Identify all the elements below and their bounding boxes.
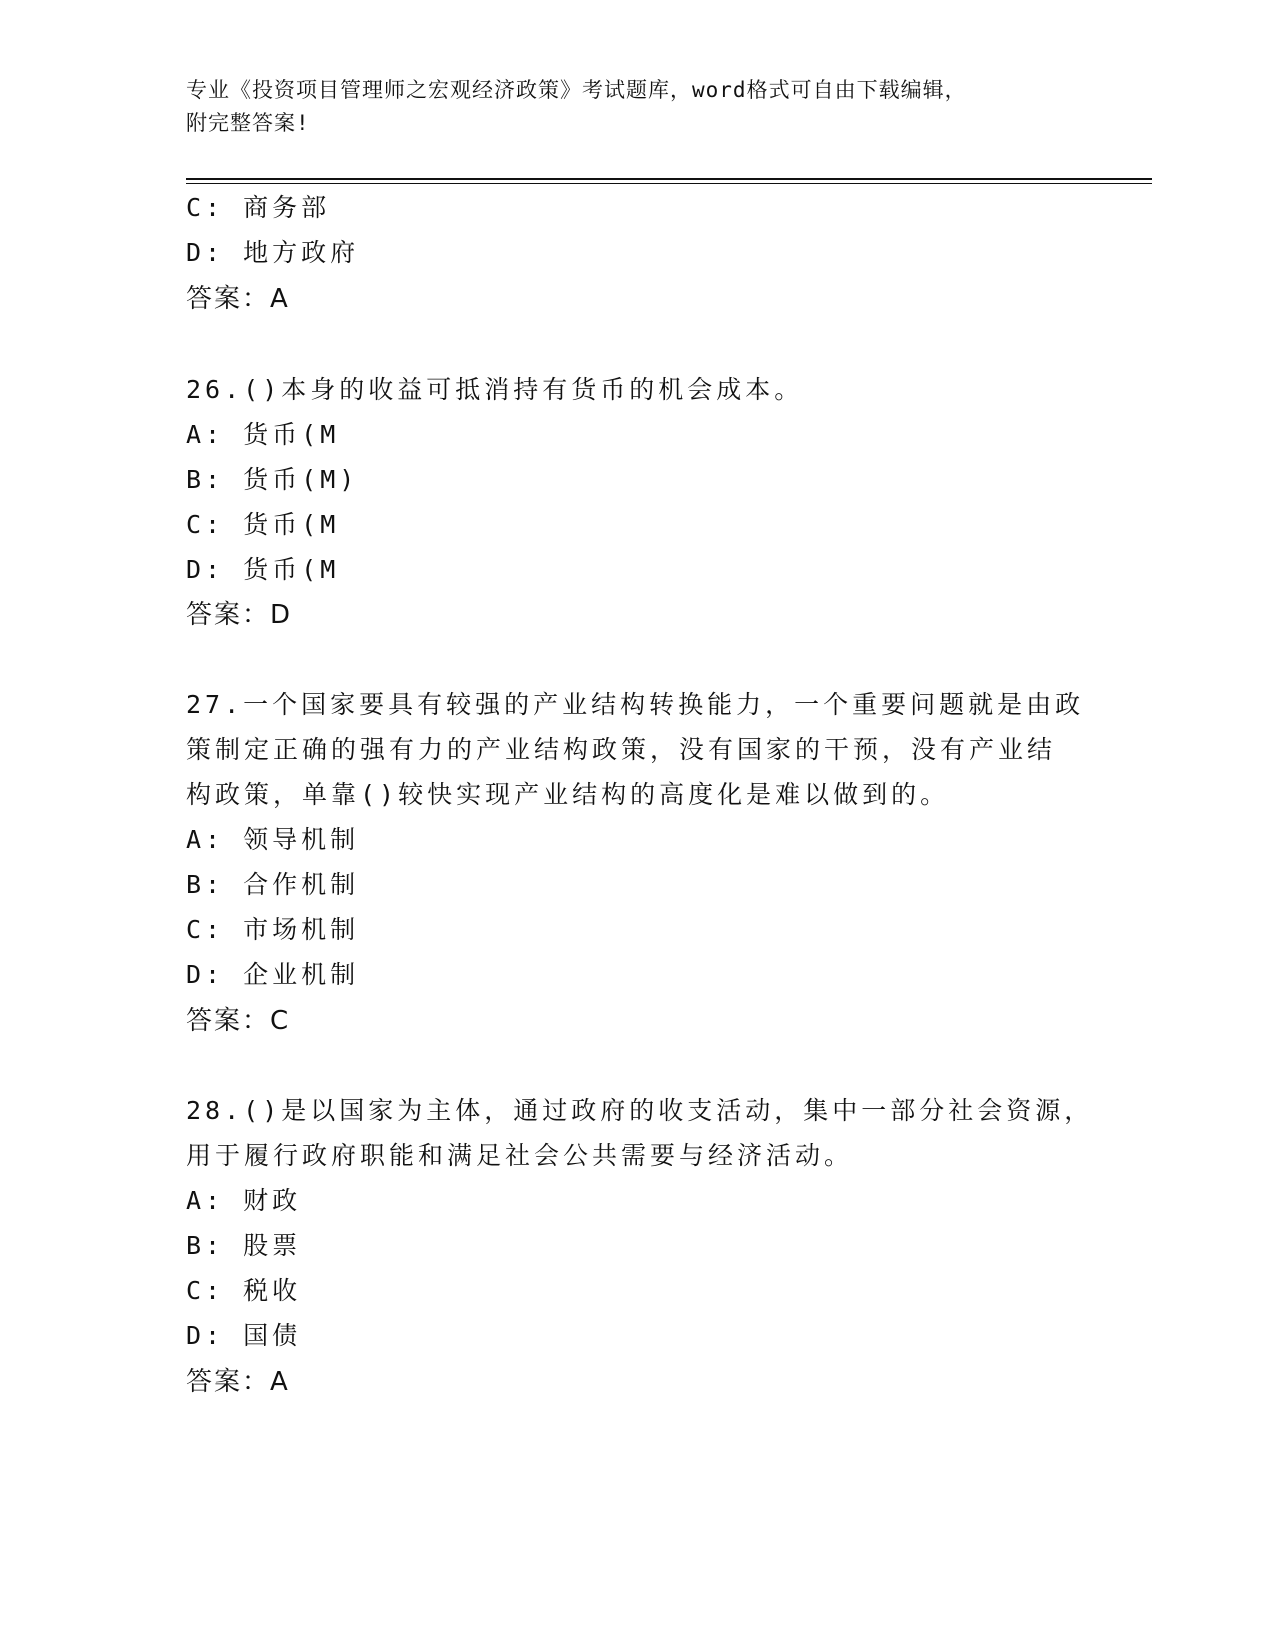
q26-option-a: A: 货币(M [186,420,340,449]
q25-option-d: D: 地方政府 [186,238,360,267]
header-rule-thin [186,183,1152,184]
q27-option-a: A: 领导机制 [186,825,360,854]
q27-stem-line-1: 27.一个国家要具有较强的产业结构转换能力，一个重要问题就是由政 [186,690,1085,719]
q28-option-c: C: 税收 [186,1276,302,1305]
q28-option-b: B: 股票 [186,1231,302,1260]
header-line-1: 专业《投资项目管理师之宏观经济政策》考试题库，word格式可自由下载编辑， [186,78,967,102]
q28-stem-line-2: 用于履行政府职能和满足社会公共需要与经济活动。 [186,1141,854,1170]
header-rule-thick [186,178,1152,180]
q28-option-d: D: 国债 [186,1321,302,1350]
q28-answer: 答案：A [186,1367,290,1397]
q27-stem-line-3: 构政策，单靠()较快实现产业结构的高度化是难以做到的。 [186,780,950,809]
page-header [186,74,1086,140]
q28-option-a: A: 财政 [186,1186,302,1215]
q27-option-c: C: 市场机制 [186,915,360,944]
q26-stem: 26.()本身的收益可抵消持有货币的机会成本。 [186,375,804,404]
q25-option-c: C: 商务部 [186,193,331,222]
header-line-2: 附完整答案! [186,111,310,135]
q28-stem-line-1: 28.()是以国家为主体，通过政府的收支活动，集中一部分社会资源， [186,1096,1094,1125]
q26-answer: 答案：D [186,600,293,630]
q26-option-c: C: 货币(M [186,510,340,539]
q27-stem-line-2: 策制定正确的强有力的产业结构政策，没有国家的干预，没有产业结 [186,735,1057,764]
q27-answer: 答案：C [186,1006,291,1036]
q26-option-d: D: 货币(M [186,555,340,584]
q25-answer: 答案：A [186,284,290,314]
q26-option-b: B: 货币(M) [186,465,359,494]
q27-option-b: B: 合作机制 [186,870,360,899]
q27-option-d: D: 企业机制 [186,960,360,989]
